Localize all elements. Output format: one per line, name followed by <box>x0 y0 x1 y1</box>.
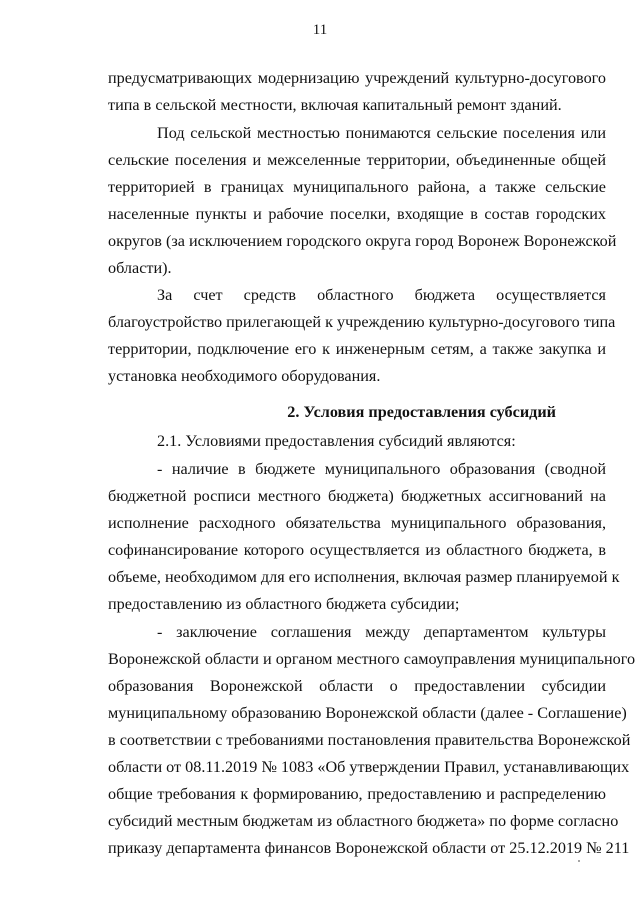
text-line: - наличие в бюджете муниципального образования (сводной <box>157 460 606 478</box>
text-line: предоставлению из областного бюджета субсидии; <box>108 595 460 613</box>
text-line: территории, подключение его к инженерным сетям, а также закупка и <box>108 340 606 358</box>
text-line: области от 08.11.2019 № 1083 «Об утверждении Правил, устанавливающих <box>108 758 630 776</box>
text-line: 2.1. Условиями предоставления субсидий являются: <box>157 432 516 450</box>
text-line: Под сельской местностью понимаются сельские поселения или <box>157 124 606 142</box>
text-line: бюджетной росписи местного бюджета) бюджетных ассигнований на <box>108 487 606 505</box>
text-line: округов (за исключением городского округа город Воронеж Воронежской <box>108 232 617 250</box>
text-line: предусматривающих модернизацию учреждений культурно-досугового <box>108 69 606 87</box>
text-line: - заключение соглашения между департаментом культуры <box>157 623 606 641</box>
text-line: субсидий местным бюджетам из областного бюджета» по форме согласно <box>108 812 619 830</box>
text-line: объеме, необходимом для его исполнения, включая размер планируемой к <box>108 568 620 586</box>
text-line: населенные пункты и рабочие поселки, входящие в состав городских <box>108 205 606 223</box>
text-line: образования Воронежской области о предоставлении субсидии <box>108 677 606 695</box>
text-line: софинансирование которого осуществляется из областного бюджета, в <box>108 541 606 559</box>
page-number: 11 <box>312 22 328 38</box>
text-line: благоустройство прилегающей к учреждению культурно-досугового типа <box>108 313 616 331</box>
text-line: муниципальному образованию Воронежской области (далее - Соглашение) <box>108 704 627 722</box>
section-heading: 2. Условия предоставления субсидий <box>287 403 556 421</box>
text-line: сельские поселения и межселенные территории, объединенные общей <box>108 151 606 169</box>
text-line: территорией в границах муниципального района, а также сельские <box>108 178 606 196</box>
text-line: типа в сельской местности, включая капитальный ремонт зданий. <box>108 96 562 114</box>
text-line: области). <box>108 259 172 277</box>
text-line: установка необходимого оборудования. <box>108 367 381 385</box>
text-line: в соответствии с требованиями постановления правительства Воронежской <box>108 731 631 749</box>
text-line: общие требования к формированию, предоставлению и распределению <box>108 785 606 803</box>
text-line: исполнение расходного обязательства муниципального образования, <box>108 514 606 532</box>
text-line: Воронежской области и органом местного самоуправления муниципального <box>108 650 636 668</box>
text-line: За счет средств областного бюджета осуществляется <box>157 286 606 304</box>
text-line: приказу департамента финансов Воронежской области от 25.12.2019 № 211 <box>108 839 630 857</box>
scan-speck <box>578 860 580 862</box>
